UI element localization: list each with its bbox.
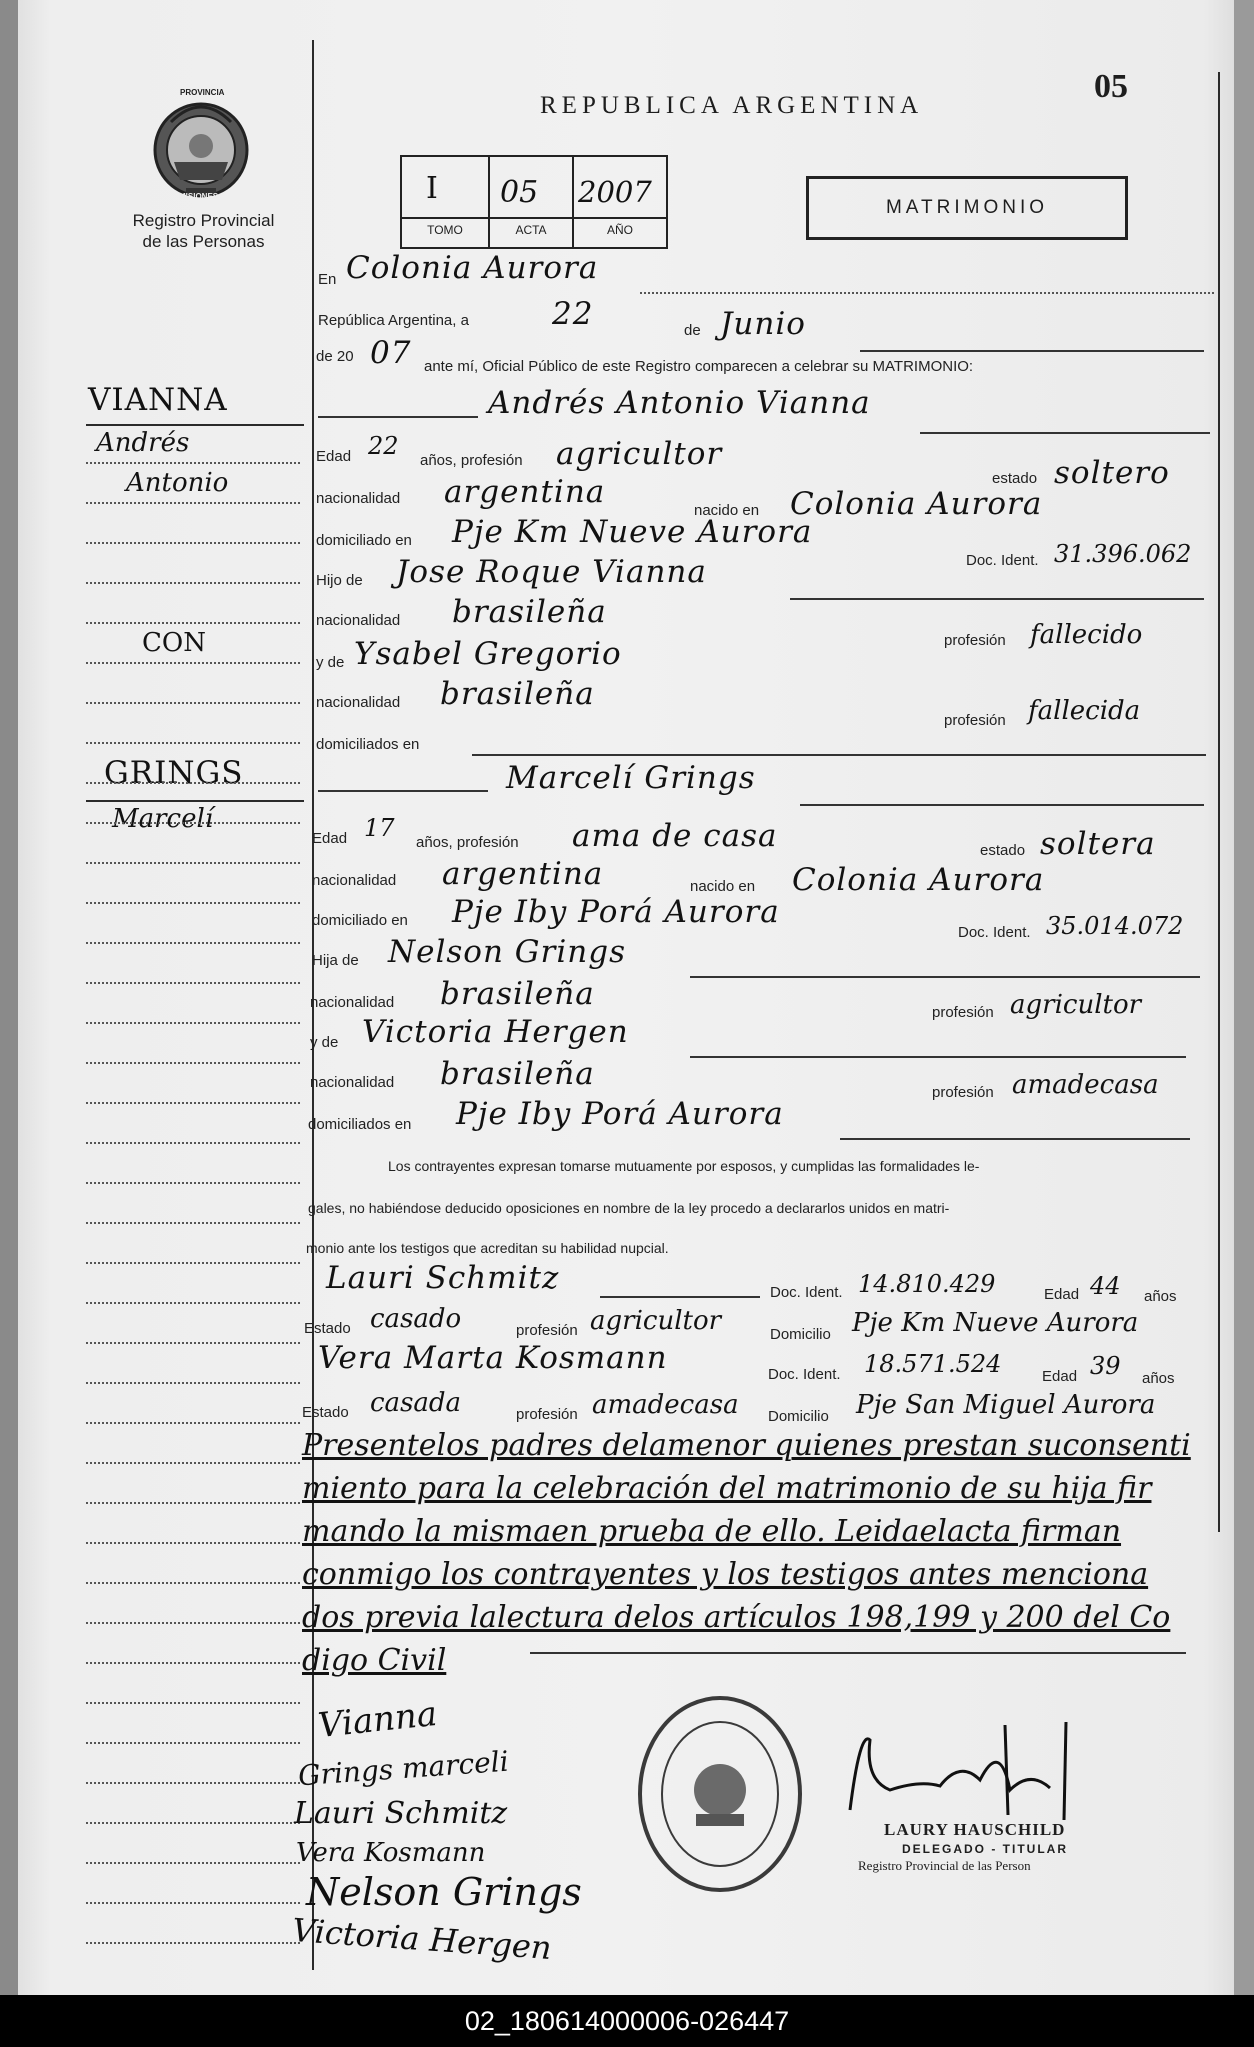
margin-underline-bride [86, 800, 304, 802]
right-border-line [1218, 72, 1220, 1532]
bride-father-profession: agricultor [1010, 990, 1142, 1020]
intro-month-line [860, 350, 1204, 352]
bride-address: Pje Iby Porá Aurora [452, 894, 780, 930]
witness1-age: 44 [1090, 1272, 1121, 1300]
witness1-estado-label: Estado [304, 1320, 351, 1337]
witness2-doc: 18.571.524 [864, 1350, 1002, 1378]
margin-dotted-line [86, 1782, 300, 1784]
margin-dotted-line [86, 1662, 300, 1664]
bride-doc-number: 35.014.072 [1046, 912, 1184, 940]
margin-dotted-line [86, 1342, 300, 1344]
signature-bride: Grings marceli [297, 1744, 510, 1793]
groom-mother-profession: fallecida [1028, 696, 1141, 726]
witness2-status: casada [370, 1388, 462, 1418]
officer-title: DELEGADO - TITULAR [902, 1842, 1068, 1856]
witness2-anios-label: años [1142, 1370, 1175, 1387]
bride-nationality: argentina [442, 856, 604, 892]
margin-dotted-line [86, 1622, 300, 1624]
remarks-line-2: miento para la celebración del matrimonio de su hija fir [302, 1471, 1152, 1506]
de-label: de [684, 322, 701, 339]
document-id-footer: 02_180614000006-026447 [0, 1995, 1254, 2047]
groom-civil-status: soltero [1054, 455, 1170, 491]
anio-label: AÑO [574, 217, 666, 237]
margin-dotted-line [86, 1742, 300, 1744]
groom-yde-label: y de [316, 654, 345, 671]
registry-name-line1: Registro Provincial [132, 211, 275, 230]
groom-mother-nat-label: nacionalidad [316, 694, 401, 711]
margin-dotted-line [86, 1942, 300, 1944]
groom-domiciliado-label: domiciliado en [316, 532, 412, 549]
margin-dotted-line [86, 822, 300, 824]
seal-top-text: PROVINCIA [180, 88, 225, 97]
margin-dotted-line [86, 1262, 300, 1264]
groom-address: Pje Km Nueve Aurora [452, 514, 813, 550]
intro-month: Junio [720, 306, 806, 342]
acta-label: ACTA [490, 217, 572, 237]
margin-dotted-line [86, 1382, 300, 1384]
margin-groom-first2: Antonio [126, 468, 229, 498]
bride-civil-status: soltera [1040, 826, 1156, 862]
remarks-line-4: conmigo los contrayentes y los testigos antes menciona [302, 1557, 1149, 1592]
tomo-value: I [426, 171, 438, 206]
margin-dotted-line [86, 1222, 300, 1224]
margin-dotted-line [86, 1702, 300, 1704]
margin-dotted-line [86, 542, 300, 544]
margin-dotted-line [86, 662, 300, 664]
margin-dotted-line [86, 582, 300, 584]
signature-witness1: Lauri Schmitz [294, 1796, 508, 1831]
bride-father-profesion-label: profesión [932, 1004, 994, 1021]
margin-connector: CON [142, 628, 206, 658]
groom-father-profesion-label: profesión [944, 632, 1006, 649]
witness1-name-line [600, 1296, 760, 1298]
country-title: REPUBLICA ARGENTINA [540, 92, 924, 119]
witness1-status: casado [370, 1304, 462, 1334]
margin-dotted-line [86, 782, 300, 784]
margin-dotted-line [86, 1582, 300, 1584]
remarks-line-6: digo Civil [302, 1643, 447, 1678]
remarks-end-line [530, 1652, 1186, 1654]
groom-profesion-label: años, profesión [420, 452, 523, 469]
witness2-profession: amadecasa [592, 1390, 739, 1420]
remarks-block [302, 1424, 1191, 1682]
bride-full-name: Marcelí Grings [506, 760, 756, 796]
seal-bottom-text: MISIONES [179, 192, 219, 201]
margin-dotted-line [86, 742, 300, 744]
groom-nacionalidad-label: nacionalidad [316, 490, 401, 507]
signature-father: Nelson Grings [306, 1870, 582, 1914]
witness1-anios-label: años [1144, 1288, 1177, 1305]
bride-father-line [690, 976, 1200, 978]
tomo-cell [402, 157, 490, 247]
margin-dotted-line [86, 1182, 300, 1184]
margin-dotted-line [86, 1102, 300, 1104]
acta-cell [490, 157, 574, 247]
page-left-edge [0, 0, 18, 1995]
acta-value: 05 [500, 175, 539, 210]
intro-place-line [640, 292, 1214, 294]
margin-dotted-line [86, 1542, 300, 1544]
officer-signature [830, 1720, 1080, 1820]
margin-dotted-line [86, 942, 300, 944]
witness1-doc: 14.810.429 [858, 1270, 996, 1298]
witness1-address: Pje Km Nueve Aurora [852, 1308, 1139, 1338]
province-seal [146, 88, 256, 202]
republica-label: República Argentina, a [318, 312, 469, 329]
witness2-edad-label: Edad [1042, 1368, 1078, 1385]
remarks-line-1: Presentelos padres delamenor quienes prestan suconsenti [302, 1428, 1191, 1463]
witness2-domicilio-label: Domicilio [768, 1408, 829, 1425]
groom-domiciliados-label: domiciliados en [316, 736, 420, 753]
margin-dotted-line [86, 1902, 300, 1904]
margin-dotted-line [86, 1862, 300, 1864]
witness2-age: 39 [1090, 1352, 1121, 1380]
groom-name-line-left [318, 416, 478, 418]
margin-dotted-line [86, 462, 300, 464]
margin-dotted-line [86, 1142, 300, 1144]
bride-parents-address: Pje Iby Porá Aurora [456, 1096, 784, 1132]
margin-dotted-line [86, 1462, 300, 1464]
intro-place: Colonia Aurora [346, 250, 599, 286]
witness1-name: Lauri Schmitz [326, 1260, 560, 1296]
groom-father-nationality: brasileña [452, 594, 607, 630]
groom-birthplace: Colonia Aurora [790, 486, 1043, 522]
bride-mother-profession: amadecasa [1012, 1070, 1159, 1100]
signature-groom: Vianna [316, 1693, 439, 1747]
witness1-doc-label: Doc. Ident. [770, 1284, 843, 1301]
bride-hija-label: Hija de [312, 952, 359, 969]
groom-edad-label: Edad [316, 448, 352, 465]
margin-dotted-line [86, 502, 300, 504]
anio-cell [574, 157, 666, 247]
bride-father-name: Nelson Grings [388, 934, 626, 970]
remarks-line-5: dos previa lalectura delos artículos 198,199 y 200 del Co [302, 1600, 1171, 1635]
ante-text: ante mí, Oficial Público de este Registro comparecen a celebrar su MATRIMONIO: [424, 358, 974, 375]
bride-mother-nat-label: nacionalidad [310, 1074, 395, 1091]
witness2-doc-label: Doc. Ident. [768, 1366, 841, 1383]
bride-domiciliados-line [840, 1138, 1190, 1140]
witness2-name: Vera Marta Kosmann [318, 1340, 668, 1376]
margin-bride-surname: GRINGS [104, 755, 244, 791]
witness2-estado-label: Estado [302, 1404, 349, 1421]
margin-dotted-line [86, 982, 300, 984]
margin-groom-surname: VIANNA [88, 382, 228, 418]
declaration-line1: Los contrayentes expresan tomarse mutuamente por esposos, y cumplidas las formalidades le- [388, 1158, 980, 1174]
groom-doc-label: Doc. Ident. [966, 552, 1039, 569]
declaration-line3: monio ante los testigos que acreditan su habilidad nupcial. [306, 1240, 669, 1256]
bride-profesion-label: años, profesión [416, 834, 519, 851]
groom-doc-number: 31.396.062 [1054, 540, 1192, 568]
witness1-profesion-label: profesión [516, 1322, 578, 1339]
page-right-edge [1234, 0, 1254, 1995]
groom-father-name: Jose Roque Vianna [396, 554, 707, 590]
margin-bride-first: Marcelí [112, 804, 214, 834]
bride-father-nat-label: nacionalidad [310, 994, 395, 1011]
witness1-domicilio-label: Domicilio [770, 1326, 831, 1343]
registry-name-line2: de las Personas [142, 232, 265, 251]
bride-mother-name: Victoria Hergen [362, 1014, 629, 1050]
bride-name-line-left [318, 790, 488, 792]
groom-father-profession: fallecido [1030, 620, 1143, 650]
province-seal-icon [146, 92, 256, 202]
declaration-line2: gales, no habiéndose deducido oposiciones en nombre de la ley procedo a declararlos unidos en matri- [308, 1200, 950, 1216]
groom-estado-label: estado [992, 470, 1038, 487]
witness2-address: Pje San Miguel Aurora [856, 1390, 1156, 1420]
bride-father-nationality: brasileña [440, 976, 595, 1012]
groom-full-name: Andrés Antonio Vianna [488, 385, 871, 421]
registry-name [116, 210, 291, 252]
bride-birthplace: Colonia Aurora [792, 862, 1045, 898]
groom-mother-nationality: brasileña [440, 676, 595, 712]
bride-domiciliados-label: domiciliados en [308, 1116, 412, 1133]
margin-groom-first1: Andrés [96, 428, 190, 458]
anio-value: 2007 [578, 175, 652, 209]
margin-dotted-line [86, 622, 300, 624]
margin-dotted-line [86, 862, 300, 864]
tomo-label: TOMO [402, 217, 488, 237]
margin-dotted-line [86, 1422, 300, 1424]
groom-nacido-label: nacido en [694, 502, 760, 519]
registry-stamp-icon [636, 1694, 804, 1894]
page-number: 05 [1094, 68, 1128, 105]
groom-mother-name: Ysabel Gregorio [354, 636, 622, 672]
groom-age: 22 [368, 432, 399, 460]
witness1-profession: agricultor [590, 1306, 722, 1336]
act-type-box: MATRIMONIO [806, 176, 1128, 240]
groom-nationality: argentina [444, 474, 606, 510]
margin-dotted-line [86, 1302, 300, 1304]
officer-name: LAURY HAUSCHILD [884, 1820, 1066, 1839]
groom-profession: agricultor [556, 436, 723, 472]
margin-underline-groom [86, 424, 304, 426]
groom-hijo-label: Hijo de [316, 572, 363, 589]
margin-dotted-line [86, 1062, 300, 1064]
margin-dotted-line [86, 902, 300, 904]
bride-edad-label: Edad [312, 830, 348, 847]
bride-age: 17 [364, 814, 395, 842]
en-label: En [318, 271, 337, 288]
bride-doc-label: Doc. Ident. [958, 924, 1031, 941]
margin-dotted-line [86, 1822, 300, 1824]
groom-name-line-right [920, 432, 1210, 434]
bride-mother-nationality: brasileña [440, 1056, 595, 1092]
officer-registry: Registro Provincial de las Person [858, 1858, 1031, 1873]
groom-mother-profesion-label: profesión [944, 712, 1006, 729]
bride-name-line-right [800, 804, 1204, 806]
bride-yde-label: y de [310, 1034, 339, 1051]
bride-mother-line [690, 1056, 1186, 1058]
bride-profession: ama de casa [572, 818, 778, 854]
margin-dotted-line [86, 1022, 300, 1024]
margin-dotted-line [86, 1502, 300, 1504]
bride-estado-label: estado [980, 842, 1026, 859]
registry-stamp [636, 1694, 804, 1894]
signature-witness2: Vera Kosmann [296, 1838, 486, 1868]
witness2-profesion-label: profesión [516, 1406, 578, 1423]
groom-father-nat-label: nacionalidad [316, 612, 401, 629]
officer-signature-icon [830, 1720, 1080, 1820]
margin-dotted-line [86, 702, 300, 704]
groom-father-line [790, 598, 1204, 600]
groom-domiciliados-line [472, 754, 1206, 756]
intro-year: 07 [370, 335, 412, 371]
record-reference-box [400, 155, 668, 249]
bride-nacido-label: nacido en [690, 878, 756, 895]
remarks-line-3: mando la mismaen prueba de ello. Leidaelacta firman [302, 1514, 1122, 1549]
bride-mother-profesion-label: profesión [932, 1084, 994, 1101]
witness1-edad-label: Edad [1044, 1286, 1080, 1303]
bride-nacionalidad-label: nacionalidad [312, 872, 397, 889]
de20-label: de 20 [316, 348, 354, 365]
intro-day: 22 [552, 296, 594, 332]
bride-domiciliado-label: domiciliado en [312, 912, 408, 929]
signature-mother: Victoria Hergen [290, 1910, 553, 1968]
